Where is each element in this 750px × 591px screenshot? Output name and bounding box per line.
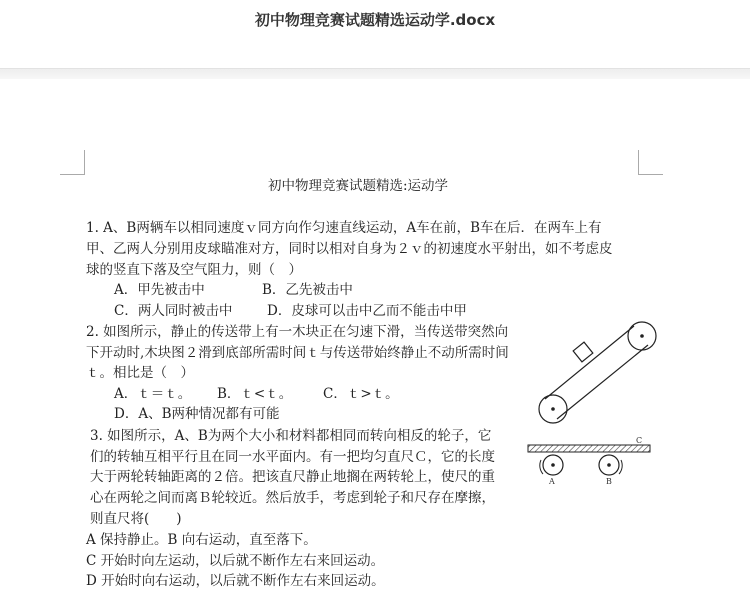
ruler <box>528 445 650 452</box>
q3-line-2: 们的转轴互相平行且在同一水平面内。有一把均匀直尺Ｃ，它的长度 <box>90 449 495 465</box>
wheel-a-rotation-arrow <box>540 460 543 474</box>
q3-line-4: 心在两轮之间而离Ｂ轮较近。然后放手，考虑到轮子和尺存在摩擦， <box>90 490 495 506</box>
q3-line-3: 大于两轮转轴距离的２倍。把该直尺静止地搁在两转轮上，使尺的重 <box>90 469 495 485</box>
label-c: C <box>636 436 643 445</box>
q1-option-c: C．两人同时被击中 <box>114 303 233 319</box>
belt-top-edge <box>545 326 634 399</box>
q2-option-c: C．ｔ>ｔ。 <box>323 386 399 402</box>
q1-line-1: 1. A、B两辆车以相同速度ｖ同方向作匀速直线运动，A车在前，B车在后．在两车上有 <box>86 220 602 236</box>
label-b: B <box>606 477 612 486</box>
q2-line-3: ｔ。相比是（ ） <box>86 365 194 381</box>
document-filename: 初中物理竞赛试题精选运动学.docx <box>254 11 496 29</box>
q3-line-5: 则直尺将( ) <box>90 511 182 527</box>
q1-option-a: A．甲先被击中 <box>114 282 205 298</box>
q2-line-1: 2. 如图所示，静止的传送带上有一木块正在匀速下滑，当传送带突然向 <box>86 324 509 340</box>
toolbar-separator <box>0 68 750 79</box>
wheel-a-axle <box>551 463 555 467</box>
q3-option-c: C 开始时向左运动，以后就不断作左右来回运动。 <box>86 553 385 569</box>
q1-line-3: 球的竖直下落及空气阻力，则（ ） <box>86 262 302 278</box>
conveyor-belt-figure <box>530 315 670 430</box>
q2-option-a: A．ｔ＝ｔ。 <box>114 386 192 402</box>
q3-option-ab: A 保持静止。B 向右运动，直至落下。 <box>86 532 317 548</box>
wooden-block <box>573 342 593 362</box>
margin-corner-top-right <box>638 150 663 175</box>
label-a: A <box>549 477 555 486</box>
wheel-b-rotation-arrow <box>619 460 622 474</box>
ruler-wheels-figure <box>524 434 656 490</box>
top-pulley-axle <box>640 334 644 338</box>
q1-line-2: 甲、乙两人分别用皮球瞄准对方，同时以相对自身为２ｖ的初速度水平射出，如不考虑皮 <box>86 241 613 257</box>
margin-corner-top-left <box>60 150 85 175</box>
q3-line-1: 3. 如图所示，A、B为两个大小和材料都相同而转向相反的轮子，它 <box>90 428 492 444</box>
q3-option-d: D 开始时向右运动，以后就不断作左右来回运动。 <box>86 573 385 589</box>
wheel-b-axle <box>607 463 611 467</box>
bottom-pulley-axle <box>551 407 555 411</box>
belt-bottom-edge <box>557 345 648 419</box>
q1-option-b: B．乙先被击中 <box>262 282 353 298</box>
title-bar <box>0 0 750 68</box>
q2-option-b: B．ｔ<ｔ。 <box>217 386 293 402</box>
q2-line-2: 下开动时,木块图２滑到底部所需时间ｔ与传送带始终静止不动所需时间 <box>86 345 509 361</box>
document-heading: 初中物理竞赛试题精选:运动学 <box>268 178 449 194</box>
q1-option-d: D．皮球可以击中乙而不能击中甲 <box>267 303 467 319</box>
q2-option-d: D．A、B两种情况都有可能 <box>114 406 280 422</box>
